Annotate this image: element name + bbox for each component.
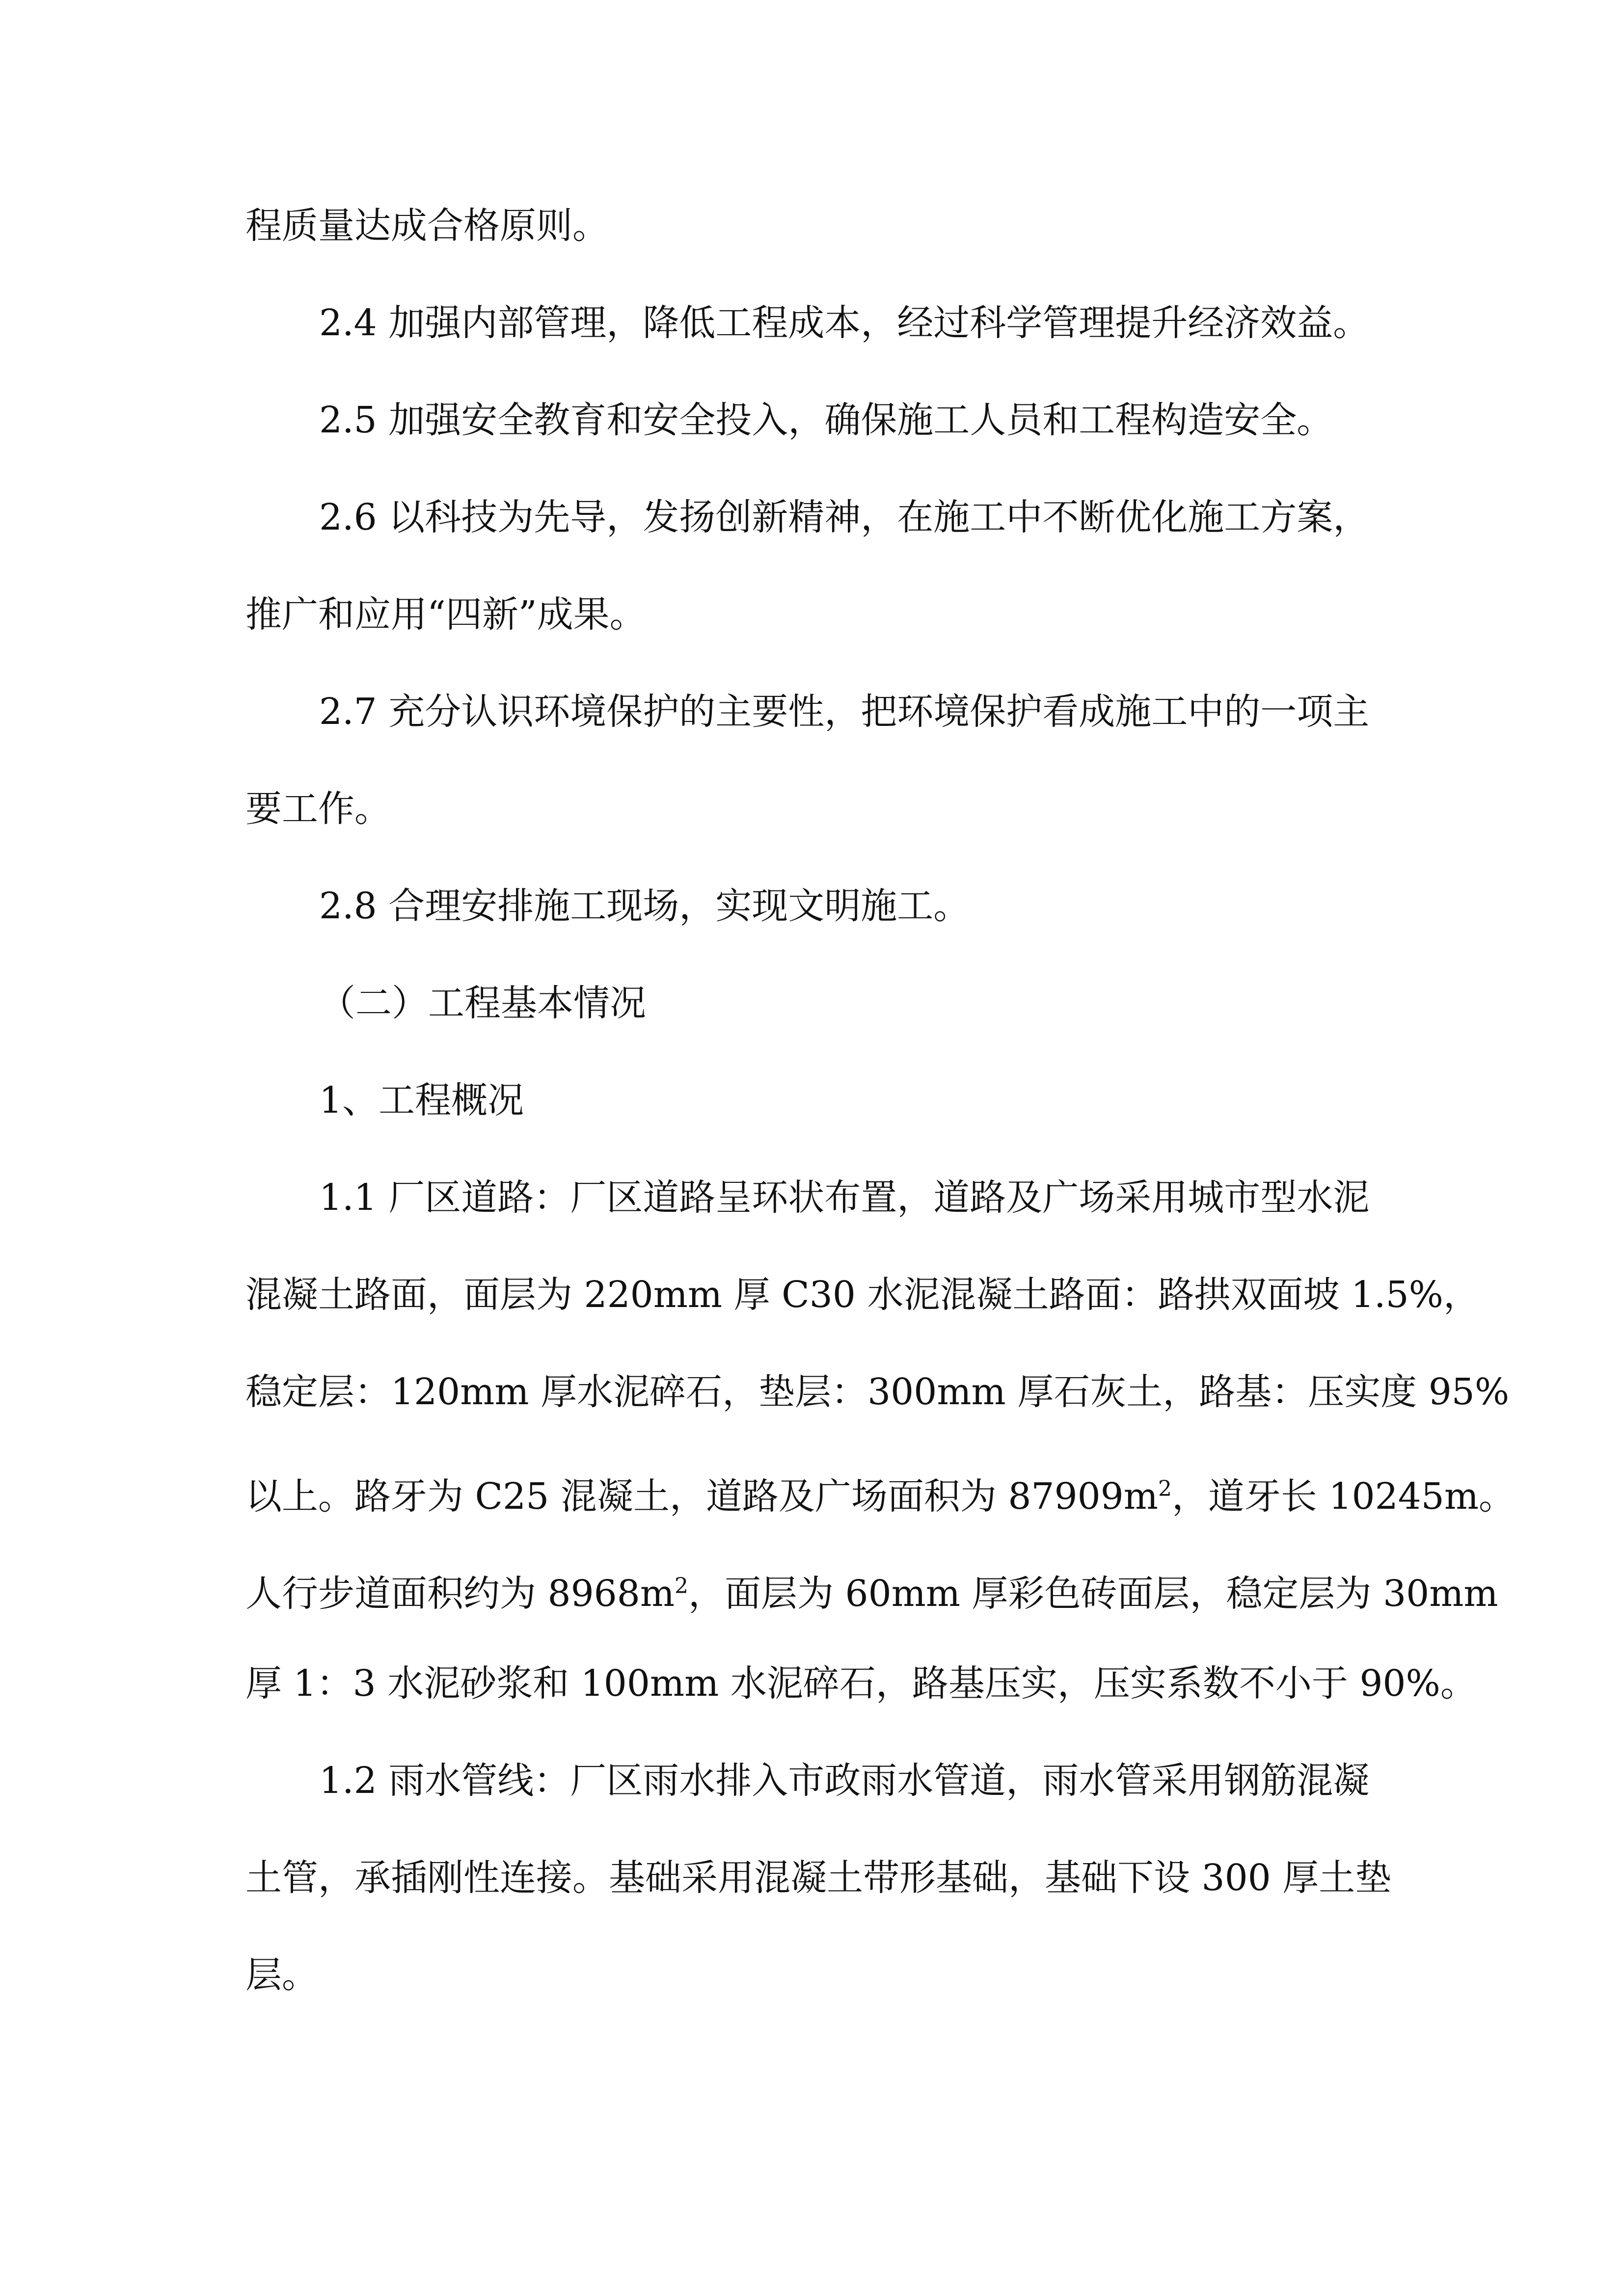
line-text-tail: ，面层为 60mm 厚彩色砖面层，稳定层为 30mm: [688, 1573, 1498, 1615]
paragraph-line: 层。: [245, 1954, 318, 1996]
paragraph-line: 稳定层：120mm 厚水泥碎石，垫层：300mm 厚石灰土，路基：压实度 95%: [245, 1371, 1510, 1413]
subsection-heading: 1、工程概况: [319, 1079, 524, 1121]
paragraph-line: 厚 1：3 水泥砂浆和 100mm 水泥碎石，路基压实，压实系数不小于 90%。: [245, 1662, 1477, 1705]
superscript: 2: [675, 1574, 689, 1599]
paragraph-line: 要工作。: [245, 788, 391, 830]
line-text: 以上。路牙为 C25 混凝土，道路及广场面积为 87909m: [245, 1475, 1158, 1518]
paragraph-line: 2.7 充分认识环境保护的主要性，把环境保护看成施工中的一项主: [319, 691, 1370, 733]
superscript: 2: [1158, 1476, 1172, 1501]
paragraph-line: [245, 1462, 1515, 1516]
paragraph-line: [245, 1559, 1498, 1613]
line-text-tail: ，道牙长 10245m。: [1171, 1475, 1516, 1518]
paragraph-line: 1.2 雨水管线：厂区雨水排入市政雨水管道，雨水管采用钢筋混凝: [319, 1760, 1370, 1802]
paragraph-line: 2.8 合理安排施工现场，实现文明施工。: [319, 885, 970, 927]
paragraph-line: 2.4 加强内部管理，降低工程成本，经过科学管理提升经济效益。: [319, 302, 1370, 344]
paragraph-line: 推广和应用“四新”成果。: [245, 593, 646, 636]
paragraph-line: 混凝土路面，面层为 220mm 厚 C30 水泥混凝土路面：路拱双面坡 1.5%，: [245, 1274, 1480, 1316]
paragraph-line: 2.5 加强安全教育和安全投入，确保施工人员和工程构造安全。: [319, 399, 1333, 441]
paragraph-line: 2.6 以科技为先导，发扬创新精神，在施工中不断优化施工方案，: [319, 496, 1370, 538]
paragraph-line: 程质量达成合格原则。: [245, 205, 609, 247]
line-text: 人行步道面积约为 8968m: [245, 1573, 675, 1615]
paragraph-line: 土管，承插刚性连接。基础采用混凝土带形基础，基础下设 300 厚土垫: [245, 1857, 1392, 1899]
section-heading: （二）工程基本情况: [319, 982, 646, 1024]
paragraph-line: 1.1 厂区道路：厂区道路呈环状布置，道路及广场采用城市型水泥: [319, 1176, 1370, 1219]
